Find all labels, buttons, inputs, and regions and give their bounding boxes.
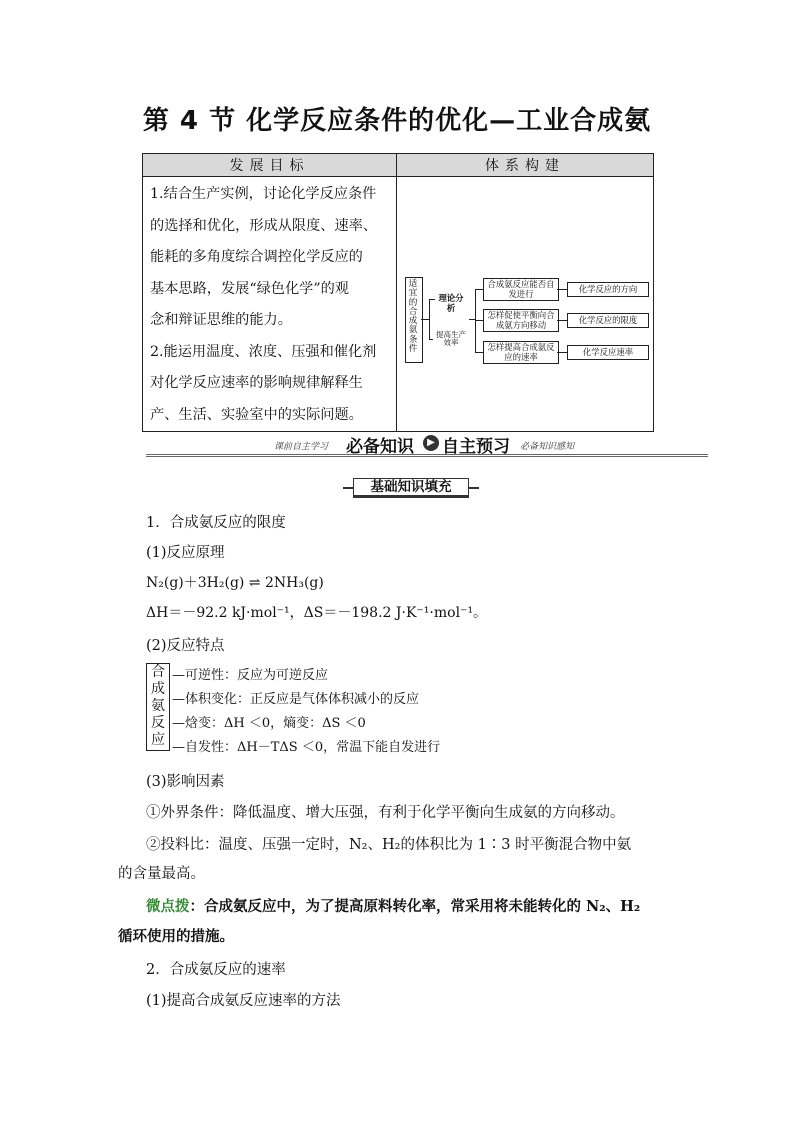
- connector: [429, 299, 430, 339]
- subheading: (2)反应特点: [146, 638, 225, 654]
- goal-header: 发展目标: [143, 154, 397, 177]
- goal-text: [143, 177, 396, 431]
- goal-line: 2.能运用温度、浓度、压强和催化剂: [150, 343, 377, 360]
- goal-line: 的选择和优化，形成从限度、速率、: [150, 217, 378, 234]
- connector: [421, 319, 429, 320]
- factor-1: ①外界条件：降低温度、增大压强，有利于化学平衡向生成氨的方向移动。: [146, 805, 625, 821]
- reaction-features-box: [146, 663, 170, 751]
- diagram-theory-label: 理论分析: [435, 293, 467, 307]
- banner-main-left: 必备知识: [346, 437, 414, 457]
- page-title: 第 4 节 化学反应条件的优化—工业合成氨: [142, 106, 652, 136]
- diagram-answer-box: 化学反应的方向: [567, 282, 649, 297]
- diagram-answer-box: 化学反应的限度: [567, 313, 649, 328]
- box-char: 合: [151, 664, 165, 680]
- subheading: (1)反应原理: [146, 545, 225, 561]
- section-banner: [146, 432, 708, 456]
- section-1-heading: 1．合成氨反应的限度: [146, 515, 286, 531]
- reaction-feature: —体积变化：正反应是气体体积减小的反应: [172, 692, 420, 707]
- reaction-feature: —焓变：ΔH ＜0，熵变：ΔS ＜0: [172, 716, 366, 731]
- subheading: (1)提高合成氨反应速率的方法: [146, 993, 341, 1009]
- factor-2-line-2: 的含量最高。: [118, 866, 205, 882]
- framework-header: 体系构建: [397, 154, 654, 177]
- connector: [475, 352, 483, 353]
- connector: [475, 320, 483, 321]
- section-2-heading: 2．合成氨反应的速率: [146, 962, 286, 978]
- connector: [475, 289, 483, 290]
- diagram-question-box: 怎样提高合成氨反应的速率: [483, 341, 559, 364]
- factor-2-line-1: ②投料比：温度、压强一定时，N₂、H₂的体积比为 1∶3 时平衡混合物中氨: [146, 837, 632, 853]
- reaction-feature: —可逆性：反应为可逆反应: [172, 668, 329, 683]
- tip-label: 微点拨: [146, 898, 190, 915]
- section-label: [343, 478, 479, 496]
- goal-line: 对化学反应速率的影响规律解释生: [150, 375, 363, 391]
- banner-main-right: 自主预习: [442, 437, 510, 457]
- tip-text: ：合成氨反应中，为了提高原料转化率，常采用将未能转化的 N₂、H₂: [189, 898, 641, 915]
- reaction-equation: N₂(g)＋3H₂(g) ⇌ 2NH₃(g): [146, 575, 324, 591]
- banner-left-small: 课前自主学习: [274, 442, 329, 452]
- goal-line: 能耗的多角度综合调控化学反应的: [150, 249, 363, 265]
- diagram-question-box: 怎样促使平衡向合成氨方向移动: [483, 309, 559, 332]
- goal-line: 1.结合生产实例，讨论化学反应条件: [150, 186, 377, 202]
- goal-table: [142, 153, 654, 432]
- connector: [557, 352, 567, 353]
- diagram-root-label: 适宜的合成氨条件: [408, 279, 418, 355]
- section-label-box: 基础知识填充: [353, 478, 469, 498]
- tip-line-2: 循环使用的措施。: [118, 928, 234, 945]
- reaction-feature: —自发性：ΔH－TΔS ＜0，常温下能自发进行: [172, 740, 441, 755]
- framework-diagram: [397, 177, 653, 427]
- diagram-answer-box: 化学反应速率: [567, 345, 649, 360]
- subheading: (3)影响因素: [146, 774, 225, 790]
- box-char: 应: [151, 732, 165, 748]
- goal-line: 基本思路，发展“绿色化学”的观: [150, 280, 349, 297]
- connector: [557, 289, 567, 290]
- box-char: 氨: [151, 698, 165, 714]
- box-char: 成: [151, 681, 165, 697]
- banner-rule: [146, 454, 708, 457]
- goal-line: 念和辩证思维的能力。: [150, 312, 292, 328]
- diagram-efficiency-label: 提高生产效率: [433, 331, 469, 347]
- banner-right-small: 必备知识感知: [520, 442, 575, 452]
- box-char: 反: [151, 715, 165, 731]
- diagram-question-box: 合成氨反应能否自发进行: [483, 278, 559, 301]
- label-bar-right: [469, 487, 479, 489]
- thermo-values: ΔH＝－92.2 kJ·mol⁻¹，ΔS＝－198.2 J·K⁻¹·mol⁻¹。: [146, 605, 488, 621]
- tip-line-1: [146, 895, 640, 916]
- goal-line: 产、生活、实验室中的实际问题。: [150, 406, 363, 423]
- connector: [557, 320, 567, 321]
- arrow-icon: ▶: [423, 435, 439, 451]
- label-bar-left: [343, 487, 353, 489]
